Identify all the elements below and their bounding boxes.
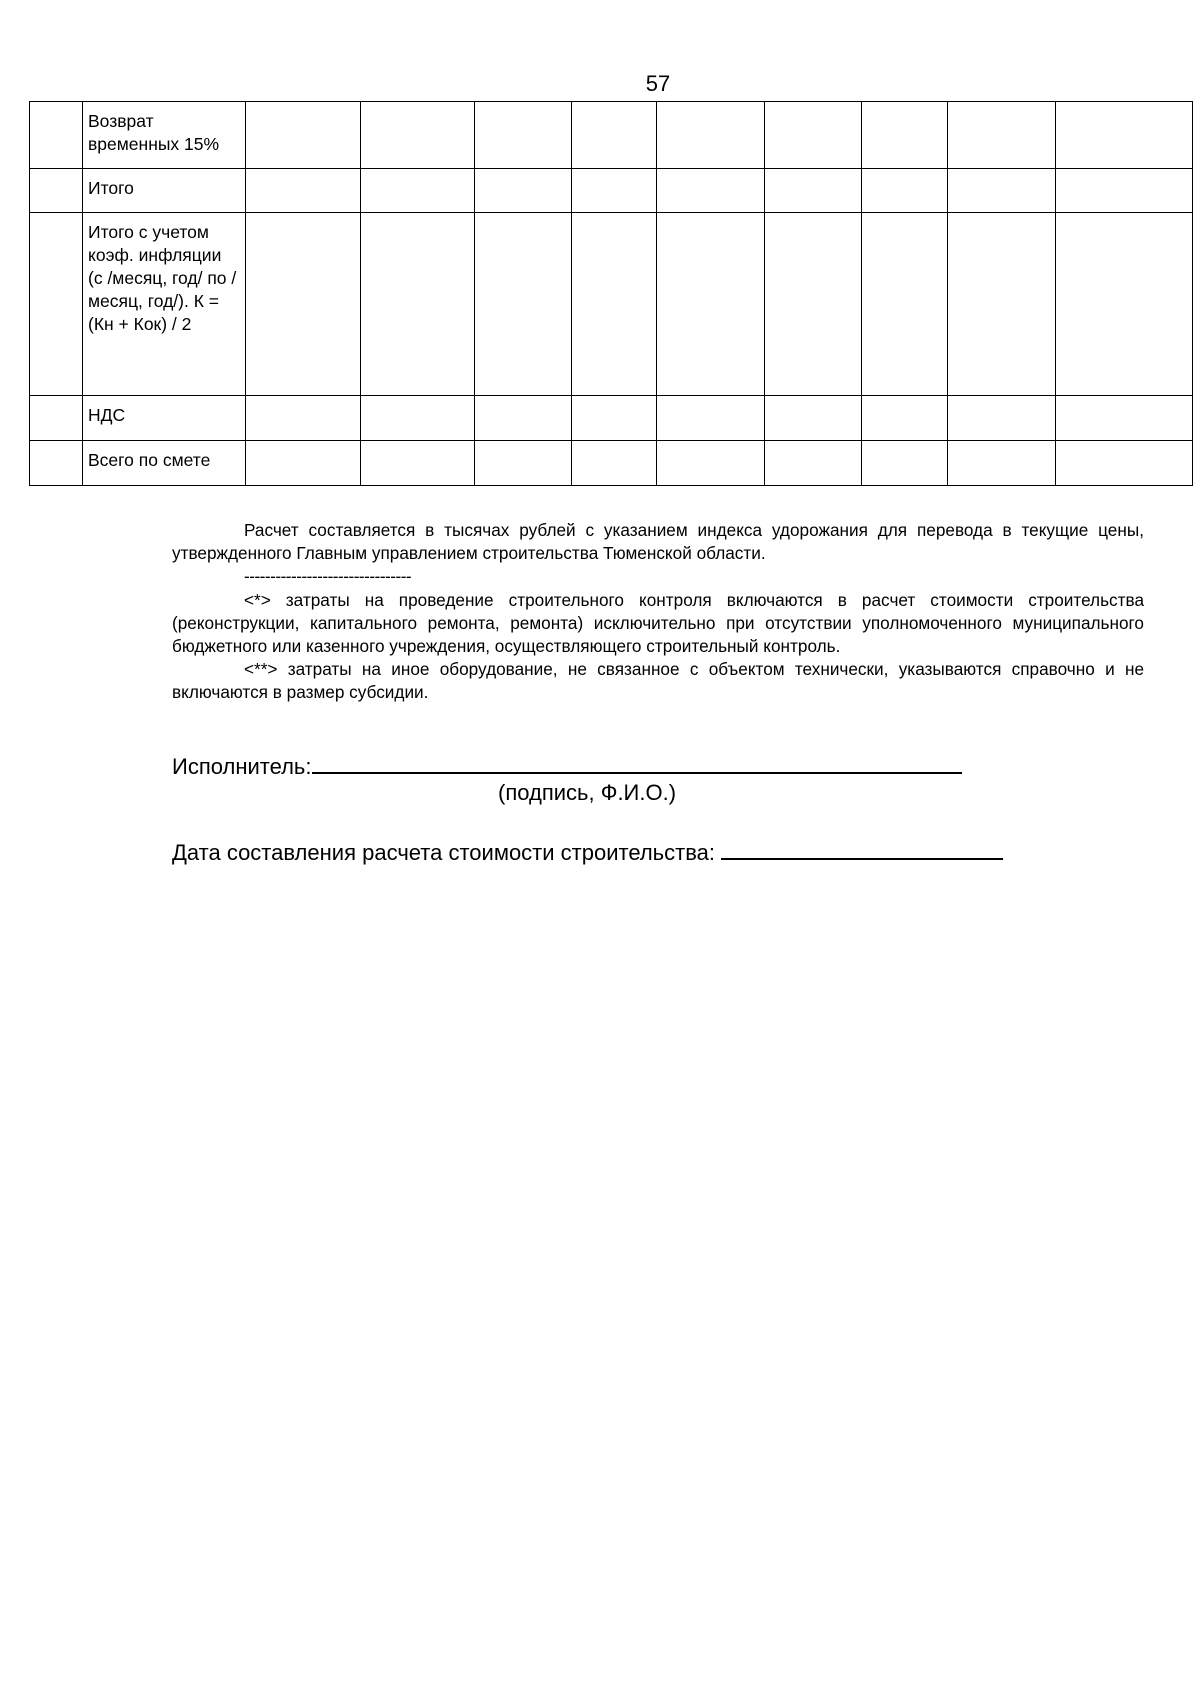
footnote-other-equipment: <**> затраты на иное оборудование, не связанное с объектом технически, указываются справочно и не включаются в размер субсидии. [172, 659, 1144, 703]
table-cell [572, 102, 657, 169]
table-cell [862, 396, 948, 441]
calculation-note: Расчет составляется в тысячах рублей с указанием индекса удорожания для перевода в текущие цены, утвержденного Главным управлением строительства Тюменской области. [172, 520, 1144, 564]
table-cell [30, 441, 83, 486]
date-signature-line [721, 836, 1003, 860]
table-cell [862, 102, 948, 169]
row-label: НДС [83, 396, 246, 441]
table-cell [948, 396, 1056, 441]
table-cell [361, 102, 475, 169]
table-cell [475, 102, 572, 169]
table-cell [361, 396, 475, 441]
table-cell [246, 213, 361, 396]
table-cell [475, 441, 572, 486]
table-cell [246, 441, 361, 486]
footnote-separator: -------------------------------- [244, 566, 412, 587]
table-cell [765, 441, 862, 486]
table-cell [1056, 441, 1193, 486]
table-row [30, 169, 1193, 213]
table-cell [572, 213, 657, 396]
table-cell [30, 213, 83, 396]
table-cell [475, 169, 572, 213]
executor-signature-line [312, 750, 962, 774]
row-label: Итого [83, 169, 246, 213]
table-row [30, 396, 1193, 441]
table-cell [30, 102, 83, 169]
table-cell [1056, 213, 1193, 396]
row-label: Всего по смете [83, 441, 246, 486]
table-row [30, 213, 1193, 396]
table-cell [572, 169, 657, 213]
table-cell [572, 441, 657, 486]
table-cell [948, 169, 1056, 213]
table-cell [765, 169, 862, 213]
executor-signature [172, 750, 962, 780]
table-cell [246, 102, 361, 169]
table-cell [948, 213, 1056, 396]
table-cell [765, 396, 862, 441]
row-label: Возврат временных 15% [83, 102, 246, 169]
table-cell [862, 169, 948, 213]
table-cell [361, 213, 475, 396]
table-cell [1056, 396, 1193, 441]
footnote-construction-control: <*> затраты на проведение строительного контроля включаются в расчет стоимости строительства (реконструкции, капитального ремонта, ремонта) исключительно при отсутствии уполномоченного муниципального бюджетного или казенного учреждения, осуществляющего строительный контроль. [172, 589, 1144, 657]
table-cell [657, 169, 765, 213]
table-cell [862, 213, 948, 396]
table-cell [1056, 102, 1193, 169]
table-cell [1056, 169, 1193, 213]
table-cell [361, 169, 475, 213]
table-cell [30, 169, 83, 213]
table-cell [572, 396, 657, 441]
table-cell [30, 396, 83, 441]
cost-table [29, 101, 1193, 486]
table-row [30, 102, 1193, 169]
table-cell [765, 213, 862, 396]
table-cell [475, 213, 572, 396]
table-cell [246, 169, 361, 213]
notes-section [172, 519, 1144, 705]
table-cell [361, 441, 475, 486]
table-cell [246, 396, 361, 441]
executor-label: Исполнитель: [172, 754, 312, 779]
executor-caption: (подпись, Ф.И.О.) [498, 780, 677, 805]
table-cell [475, 396, 572, 441]
table-cell [765, 102, 862, 169]
date-label: Дата составления расчета стоимости строительства: [172, 840, 715, 865]
table-cell [657, 441, 765, 486]
table-cell [657, 396, 765, 441]
table-cell [948, 441, 1056, 486]
page-number: 57 [645, 71, 671, 96]
table-row [30, 441, 1193, 486]
table-cell [657, 213, 765, 396]
table-cell [948, 102, 1056, 169]
row-label: Итого с учетом коэф. инфляции (с /месяц, год/ по /месяц, год/). К = (Кн + Кок) / 2 [83, 213, 246, 396]
calculation-date [172, 836, 1003, 866]
table-cell [862, 441, 948, 486]
table-cell [657, 102, 765, 169]
